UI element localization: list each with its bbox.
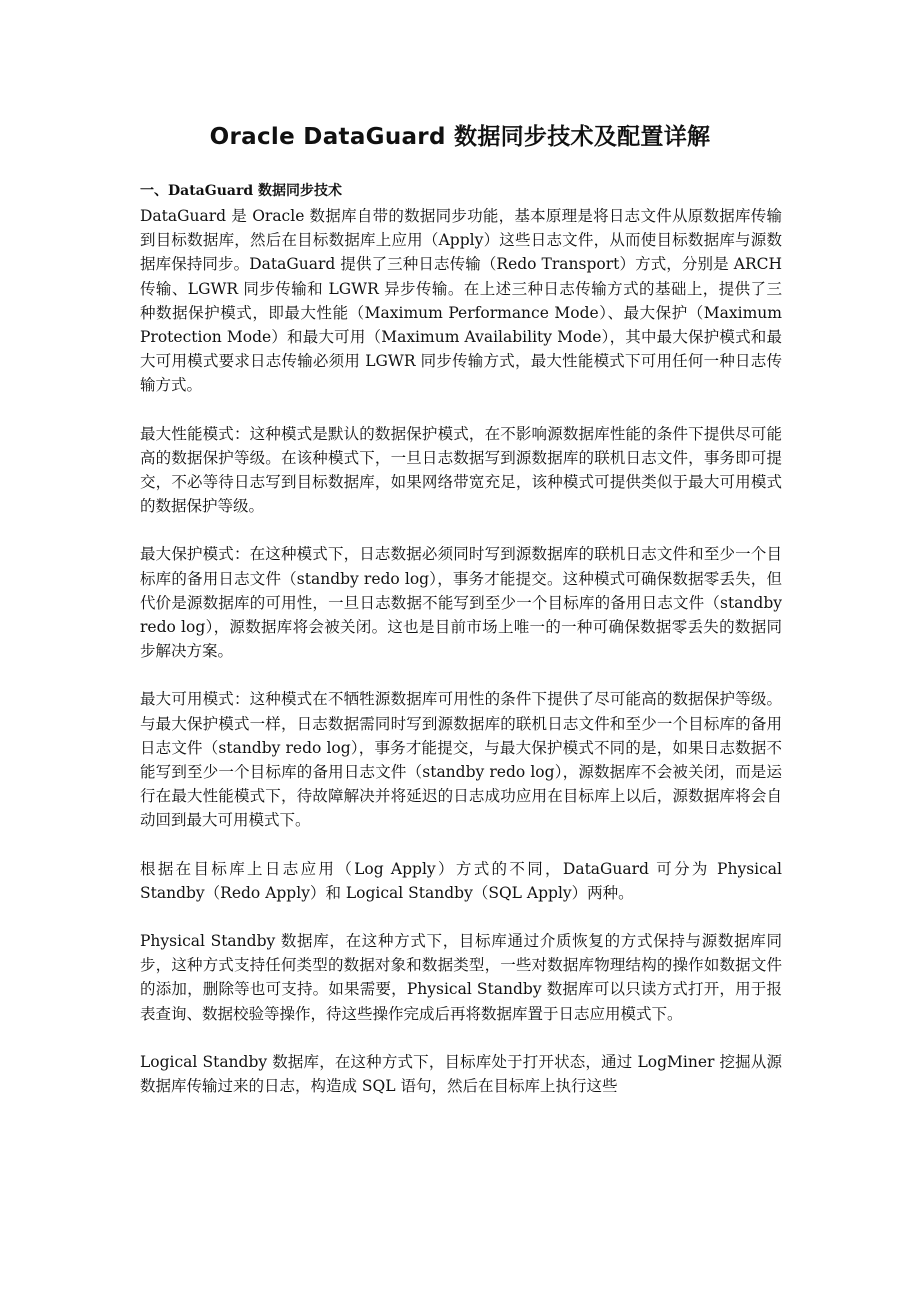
document-body <box>140 180 782 1122</box>
paragraph-max-availability: 最大可用模式：这种模式在不牺牲源数据库可用性的条件下提供了尽可能高的数据保护等级。与最大保护模式一样，日志数据需同时写到源数据库的联机日志文件和至少一个目标库的备用日志文件（standby redo log），事务才能提交，与最大保护模式不同的是，如果日志数据不能写到至少一个目标库的备用日志文件（standby redo log），源数据库不会被关闭，而是运行在最大性能模式下，待故障解决并将延迟的日志成功应用在目标库上以后，源数据库将会自动回到最大可用模式下。 <box>140 690 782 830</box>
section-heading: 一、DataGuard 数据同步技术 <box>140 183 342 199</box>
paragraph-max-performance: 最大性能模式：这种模式是默认的数据保护模式，在不影响源数据库性能的条件下提供尽可能高的数据保护等级。在该种模式下，一旦日志数据写到源数据库的联机日志文件，事务即可提交，不必等待日志写到目标数据库，如果网络带宽充足，该种模式可提供类似于最大可用模式的数据保护等级。 <box>140 424 782 516</box>
paragraph-log-apply: 根据在目标库上日志应用（Log Apply）方式的不同，DataGuard 可分为 Physical Standby（Redo Apply）和 Logical Standby（SQL Apply）两种。 <box>140 859 782 902</box>
paragraph-dataguard-intro: DataGuard 是 Oracle 数据库自带的数据同步功能，基本原理是将日志文件从原数据库传输到目标数据库，然后在目标数据库上应用（Apply）这些日志文件，从而使目标数据库与源数据库保持同步。DataGuard 提供了三种日志传输（Redo Transport）方式，分别是 ARCH 传输、LGWR 同步传输和 LGWR 异步传输。在上述三种日志传输方式的基础上，提供了三种数据保护模式，即最大性能（Maximum Performance Mode）、最大保护（Maximum Protection Mode）和最大可用（Maximum Availability Mode），其中最大保护模式和最大可用模式要求日志传输必须用 LGWR 同步传输方式，最大性能模式下可用任何一种日志传输方式。 <box>140 207 782 395</box>
paragraph-logical-standby: Logical Standby 数据库，在这种方式下，目标库处于打开状态，通过 LogMiner 挖掘从源数据库传输过来的日志，构造成 SQL 语句，然后在目标库上执行这些 <box>140 1052 782 1096</box>
paragraph-max-protection: 最大保护模式：在这种模式下，日志数据必须同时写到源数据库的联机日志文件和至少一个目标库的备用日志文件（standby redo log），事务才能提交。这种模式可确保数据零丢失，但代价是源数据库的可用性，一旦日志数据不能写到至少一个目标库的备用日志文件（standby redo log），源数据库将会被关闭。这也是目前市场上唯一的一种可确保数据零丢失的数据同步解决方案。 <box>140 545 782 661</box>
paragraph-physical-standby: Physical Standby 数据库，在这种方式下，目标库通过介质恢复的方式保持与源数据库同步，这种方式支持任何类型的数据对象和数据类型，一些对数据库物理结构的操作如数据文件的添加，删除等也可支持。如果需要，Physical Standby 数据库可以只读方式打开，用于报表查询、数据校验等操作，待这些操作完成后再将数据库置于日志应用模式下。 <box>140 932 782 1023</box>
document-title: Oracle DataGuard 数据同步技术及配置详解 <box>209 124 711 150</box>
